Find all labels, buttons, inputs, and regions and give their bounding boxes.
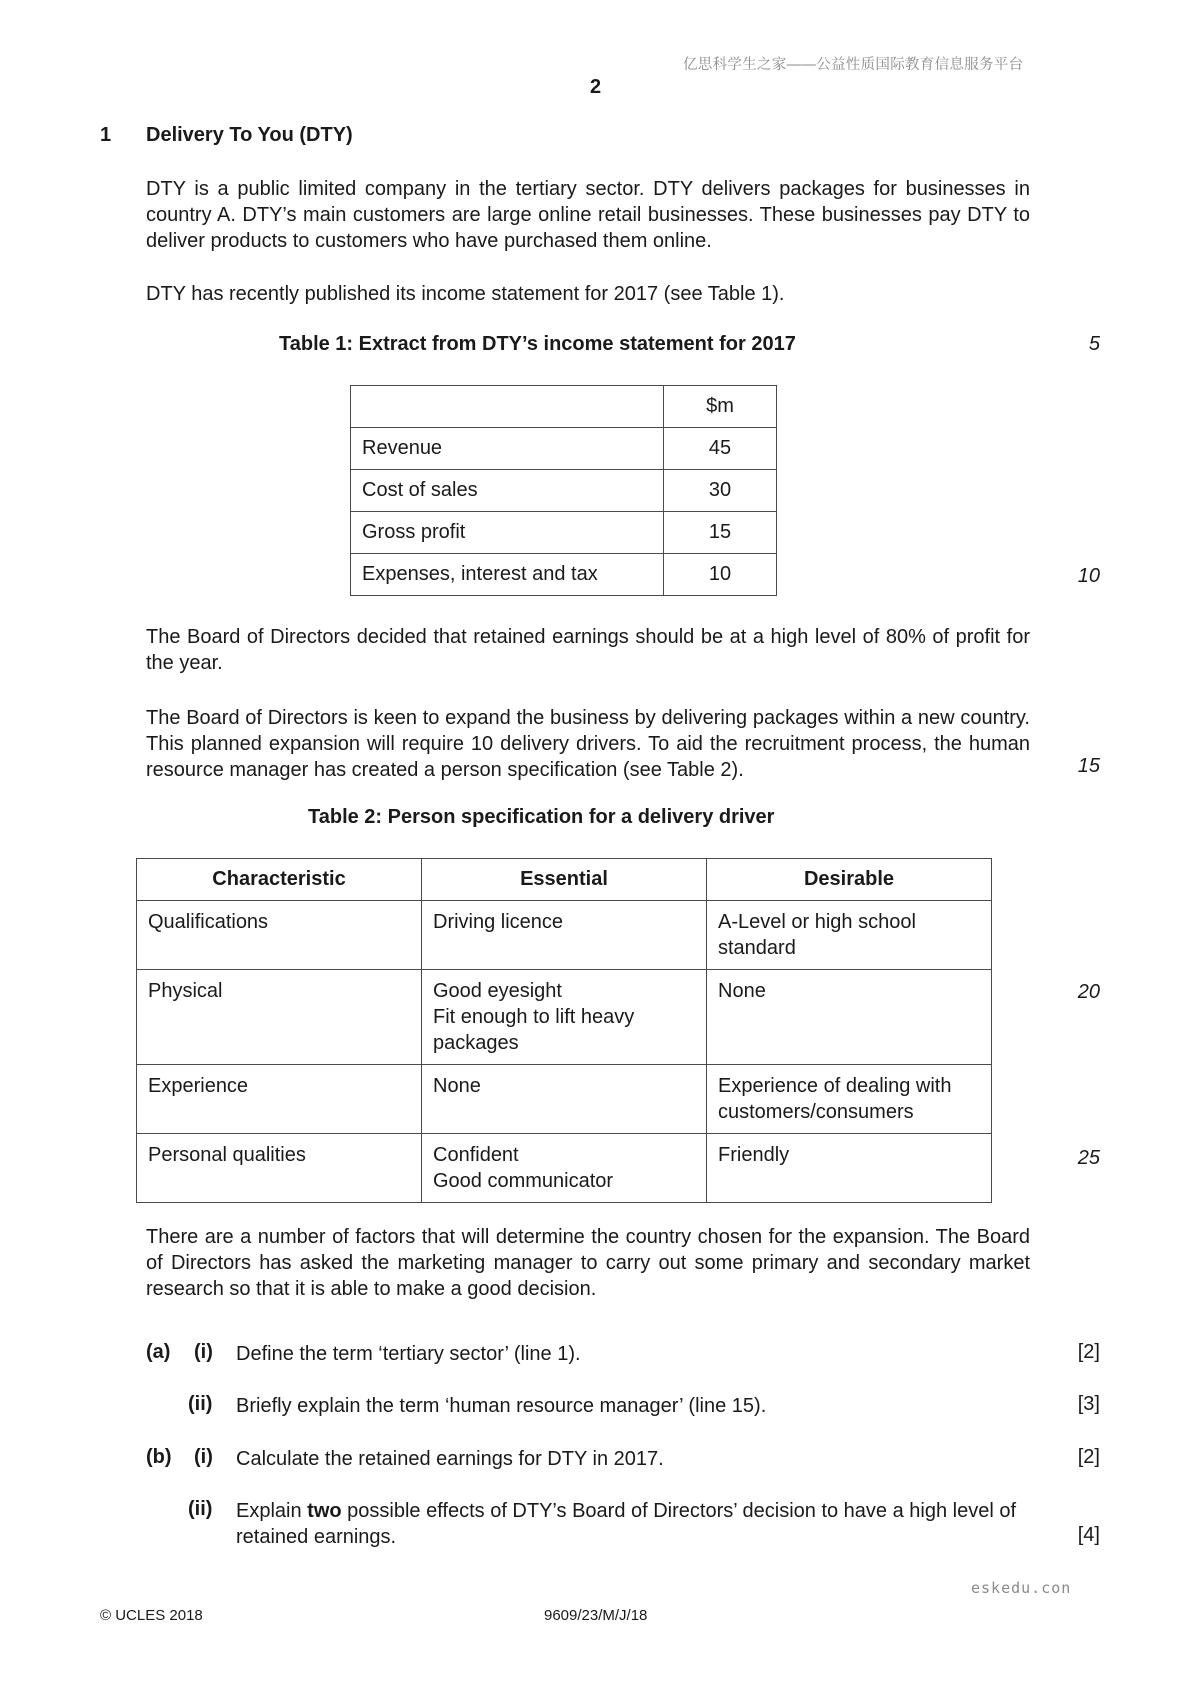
question-title: Delivery To You (DTY) [146,124,353,146]
table-cell: 15 [664,512,777,554]
cell-line: Fit enough to lift heavy [433,1006,635,1028]
table-cell: 45 [664,428,777,470]
table-cell [422,1065,707,1134]
table-cell [707,1134,992,1203]
table-cell [422,970,707,1065]
table-row [137,901,992,970]
part-b-i-mark: [2] [1077,1446,1100,1468]
cell-line: Experience of dealing with [718,1075,952,1097]
part-b-i-text: Calculate the retained earnings for DTY in 2017. [236,1448,664,1470]
case-paragraph-1: DTY is a public limited company in the tertiary sector. DTY delivers packages for businesses in country A. DTY’s main customers are large online retail businesses. These businesses pay DTY to deliver products to customers who have purchased them online. [146,178,1030,252]
cell-line: packages [433,1032,519,1054]
cell-line: Good eyesight [433,980,562,1002]
cell-line: None [433,1075,481,1097]
table-header-unit: $m [664,386,777,428]
part-b-ii-text-bold: two [307,1500,342,1522]
table-row [351,470,777,512]
case-paragraph-5: There are a number of factors that will determine the country chosen for the expansion. The Board of Directors has asked the marketing manager to carry out some primary and secondary market research so that it is able to make a good decision. [146,1226,1030,1300]
table-cell [351,386,664,428]
table-cell: Revenue [351,428,664,470]
table-row [137,1134,992,1203]
cell-line: Friendly [718,1144,790,1166]
table-row [351,512,777,554]
table-cell: Experience [137,1065,422,1134]
table-cell: Physical [137,970,422,1065]
table-cell: 10 [664,554,777,596]
part-a-ii-text: Briefly explain the term ‘human resource manager’ (line 15). [236,1395,767,1417]
table-cell: Qualifications [137,901,422,970]
table-row [351,428,777,470]
person-specification-table [136,858,992,1203]
table1-caption: Table 1: Extract from DTY’s income statement for 2017 [279,333,796,355]
table-row [137,970,992,1065]
table-cell [422,1134,707,1203]
table-cell: Personal qualities [137,1134,422,1203]
cell-line: None [718,980,766,1002]
line-number: 15 [1077,755,1100,777]
cell-line: standard [718,937,796,959]
footer-watermark: eskedu.con [971,1579,1072,1597]
table2-caption: Table 2: Person specification for a delivery driver [308,806,775,828]
page-number: 2 [589,76,602,98]
footer-paper-code: 9609/23/M/J/18 [544,1607,648,1624]
part-b-ii-label: (ii) [188,1498,213,1520]
part-a-i-text: Define the term ‘tertiary sector’ (line 1). [236,1343,581,1365]
part-b-ii-mark: [4] [1077,1524,1100,1546]
cell-line: A-Level or high school [718,911,916,933]
part-b-label: (b) [146,1446,172,1468]
footer-copyright: © UCLES 2018 [100,1607,203,1624]
line-number: 5 [1088,333,1100,355]
question-number: 1 [100,124,112,146]
part-a-ii-label: (ii) [188,1393,213,1415]
header-watermark: 亿思科学生之家——公益性质国际教育信息服务平台 [683,57,1024,73]
table-cell: 30 [664,470,777,512]
table-row [351,554,777,596]
table-row [351,386,777,428]
income-statement-table [350,385,777,596]
case-paragraph-4: The Board of Directors is keen to expand the business by delivering packages within a new country. This planned expansion will require 10 delivery drivers. To aid the recruitment process, the human resource manager has created a person specification (see Table 2). [146,707,1030,781]
line-number: 25 [1077,1147,1100,1169]
case-paragraph-2: DTY has recently published its income statement for 2017 (see Table 1). [146,283,785,305]
part-a-label: (a) [146,1341,171,1363]
table-header-row [137,859,992,901]
part-b-i-label: (i) [194,1446,213,1468]
cell-line: Good communicator [433,1170,614,1192]
case-paragraph-3: The Board of Directors decided that retained earnings should be at a high level of 80% of profit for the year. [146,626,1030,674]
table-header: Essential [422,859,707,901]
part-b-ii-text-pre: Explain [236,1500,308,1522]
table-cell [422,901,707,970]
table-header: Desirable [707,859,992,901]
part-a-i-label: (i) [194,1341,213,1363]
part-b-ii-text-post: possible effects of DTY’s Board of Directors’ decision to have a high level of [341,1500,1017,1522]
cell-line: Driving licence [433,911,564,933]
table-cell [707,970,992,1065]
part-b-ii-text [236,1498,1102,1524]
part-a-ii-mark: [3] [1077,1393,1100,1415]
table-cell: Cost of sales [351,470,664,512]
cell-line: Confident [433,1144,519,1166]
line-number: 20 [1077,981,1100,1003]
table-header: Characteristic [137,859,422,901]
line-number: 10 [1077,565,1100,587]
part-a-i-mark: [2] [1077,1341,1100,1363]
table-cell: Expenses, interest and tax [351,554,664,596]
table-cell: Gross profit [351,512,664,554]
table-row [137,1065,992,1134]
table-cell [707,901,992,970]
table-cell [707,1065,992,1134]
part-b-ii-text-line2: retained earnings. [236,1526,397,1548]
cell-line: customers/consumers [718,1101,914,1123]
